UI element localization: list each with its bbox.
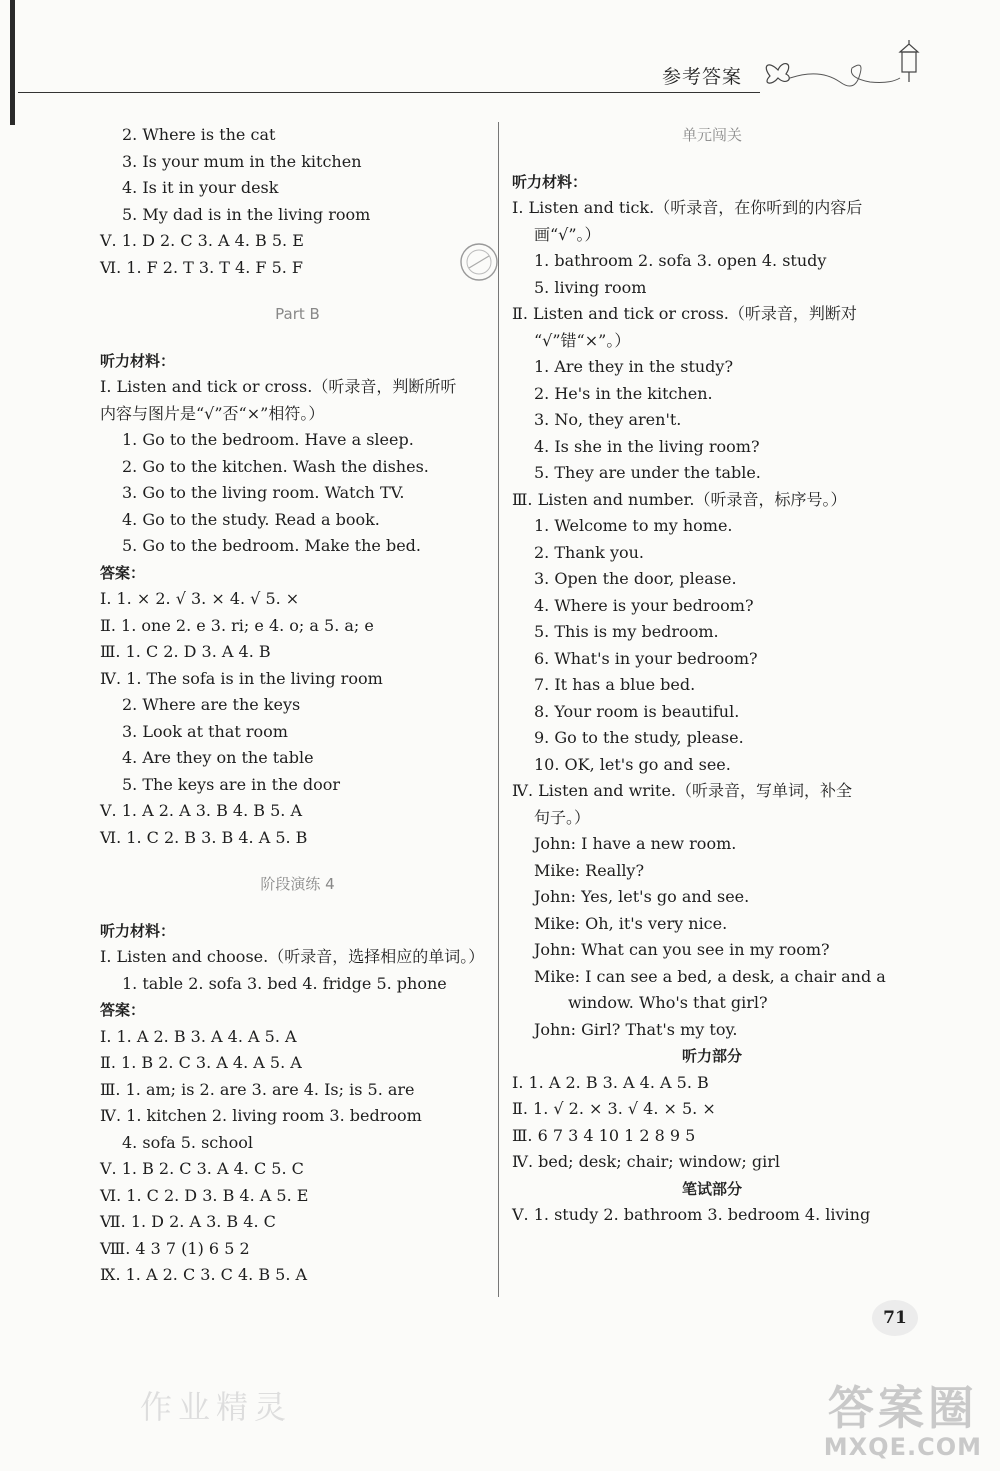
text-line: 4. Are they on the table bbox=[122, 748, 314, 767]
text-line: 1. bathroom 2. sofa 3. open 4. study bbox=[534, 251, 827, 270]
text-line: Ⅰ. Listen and tick or cross.（听录音，判断所听 bbox=[100, 377, 457, 396]
text-line: 2. Go to the kitchen. Wash the dishes. bbox=[122, 456, 429, 476]
text-line: 5. This is my bedroom. bbox=[534, 622, 719, 641]
section-label: 答案： bbox=[100, 563, 146, 582]
section-heading: 听力部分 bbox=[681, 1047, 742, 1065]
text-line: Ⅴ. 1. A 2. A 3. B 4. B 5. A bbox=[100, 801, 303, 820]
text-line: Ⅳ. 1. The sofa is in the living room bbox=[100, 668, 383, 688]
faint-watermark: 作业精灵 bbox=[140, 1388, 293, 1426]
text-line: 画“√”。） bbox=[534, 224, 601, 244]
text-line: Ⅱ. 1. √ 2. × 3. √ 4. × 5. × bbox=[512, 1099, 716, 1118]
text-line: Mike: Oh, it's very nice. bbox=[534, 913, 728, 933]
text-line: Ⅴ. 1. B 2. C 3. A 4. C 5. C bbox=[100, 1159, 304, 1178]
text-line: Ⅲ. 1. C 2. D 3. A 4. B bbox=[100, 642, 271, 661]
section-heading: 单元闯关 bbox=[681, 126, 742, 144]
text-line: Ⅵ. 1. C 2. D 3. B 4. A 5. E bbox=[100, 1185, 309, 1205]
text-line: 6. What's in your bedroom? bbox=[534, 648, 758, 668]
text-line: Ⅱ. 1. B 2. C 3. A 4. A 5. A bbox=[100, 1053, 302, 1072]
right-column bbox=[512, 122, 912, 1229]
text-line: 2. Where is the cat bbox=[122, 125, 276, 144]
text-line: Mike: Really? bbox=[534, 860, 645, 880]
section-label: 听力材料： bbox=[100, 921, 176, 940]
text-line: 内容与图片是“√”否“×”相符。） bbox=[100, 403, 325, 423]
text-line: Ⅳ. Listen and write.（听录音，写单词，补全 bbox=[512, 781, 853, 800]
text-line: 2. Thank you. bbox=[534, 542, 645, 562]
text-line: Ⅲ. 6 7 3 4 10 1 2 8 9 5 bbox=[512, 1125, 696, 1145]
text-line: “√”错“×”。） bbox=[534, 330, 631, 350]
text-line: Ⅰ. 1. A 2. B 3. A 4. A 5. B bbox=[512, 1072, 709, 1092]
text-line: Ⅵ. 1. F 2. T 3. T 4. F 5. F bbox=[100, 257, 304, 277]
text-line: Ⅴ. 1. D 2. C 3. A 4. B 5. E bbox=[100, 231, 304, 250]
text-line: 3. Is your mum in the kitchen bbox=[122, 151, 362, 171]
section-label: 听力材料： bbox=[100, 351, 176, 370]
text-line: 5. My dad is in the living room bbox=[122, 204, 371, 224]
text-line: Ⅳ. 1. kitchen 2. living room 3. bedroom bbox=[100, 1106, 422, 1125]
text-line: 5. They are under the table. bbox=[534, 463, 761, 482]
text-line: 3. No, they aren't. bbox=[534, 410, 682, 429]
text-line: Ⅰ. 1. × 2. √ 3. × 4. √ 5. × bbox=[100, 589, 300, 608]
spacer bbox=[100, 898, 495, 918]
text-line: 5. The keys are in the door bbox=[122, 774, 341, 794]
section-heading: Part B bbox=[275, 305, 320, 323]
text-line: Ⅶ. 1. D 2. A 3. B 4. C bbox=[100, 1212, 276, 1231]
page-number: 71 bbox=[872, 1300, 918, 1336]
text-line: 1. Welcome to my home. bbox=[534, 516, 733, 535]
stamp-decoration-icon bbox=[455, 238, 503, 286]
text-line: Ⅴ. 1. study 2. bathroom 3. bedroom 4. living bbox=[512, 1205, 871, 1224]
text-line: Ⅱ. Listen and tick or cross.（听录音，判断对 bbox=[512, 304, 857, 323]
spacer bbox=[100, 328, 495, 348]
spacer bbox=[512, 149, 912, 169]
section-label: 答案： bbox=[100, 1001, 146, 1019]
section-heading: 阶段演练 4 bbox=[260, 875, 335, 893]
spacer bbox=[100, 851, 495, 871]
text-line: Ⅸ. 1. A 2. C 3. C 4. B 5. A bbox=[100, 1265, 308, 1284]
text-line: Ⅰ. Listen and choose.（听录音，选择相应的单词。） bbox=[100, 947, 485, 966]
text-line: John: What can you see in my room? bbox=[534, 940, 830, 959]
text-line: Ⅷ. 4 3 7 (1) 6 5 2 bbox=[100, 1238, 250, 1258]
text-line: Mike: I can see a bed, a desk, a chair and a bbox=[534, 966, 886, 986]
text-line: 4. Is it in your desk bbox=[122, 178, 279, 197]
text-line: 5. Go to the bedroom. Make the bed. bbox=[122, 536, 421, 555]
butterfly-lantern-decoration-icon bbox=[760, 38, 930, 98]
watermark-url: MXQE.COM bbox=[823, 1433, 982, 1461]
text-line: Ⅰ. Listen and tick.（听录音，在你听到的内容后 bbox=[512, 198, 863, 217]
section-heading: 笔试部分 bbox=[681, 1179, 742, 1198]
text-line: 4. sofa 5. school bbox=[122, 1132, 253, 1152]
binding-edge bbox=[10, 0, 15, 125]
text-line: 2. He's in the kitchen. bbox=[534, 383, 713, 403]
text-line: Ⅰ. 1. A 2. B 3. A 4. A 5. A bbox=[100, 1026, 297, 1046]
text-line: 5. living room bbox=[534, 277, 647, 297]
section-label: 听力材料： bbox=[512, 172, 588, 191]
text-line: 3. Open the door, please. bbox=[534, 569, 737, 588]
text-line: 1. table 2. sofa 3. bed 4. fridge 5. phone bbox=[122, 973, 447, 993]
text-line: Ⅲ. Listen and number.（听录音，标序号。） bbox=[512, 489, 847, 509]
text-line: 7. It has a blue bed. bbox=[534, 675, 696, 694]
text-line: 4. Go to the study. Read a book. bbox=[122, 509, 380, 529]
text-line: 10. OK, let's go and see. bbox=[534, 754, 731, 774]
text-line: Ⅳ. bed; desk; chair; window; girl bbox=[512, 1152, 781, 1171]
column-divider bbox=[498, 122, 499, 1297]
text-line: 3. Look at that room bbox=[122, 721, 288, 741]
text-line: Ⅱ. 1. one 2. e 3. ri; e 4. o; a 5. a; e bbox=[100, 615, 374, 635]
site-watermark bbox=[824, 1383, 982, 1461]
text-line: 1. Are they in the study? bbox=[534, 357, 734, 376]
text-line: John: Girl? That's my toy. bbox=[534, 1019, 738, 1039]
spacer bbox=[100, 281, 495, 301]
watermark-logo-text: 答案圈 bbox=[827, 1381, 978, 1435]
text-line: 2. Where are the keys bbox=[122, 695, 301, 714]
text-line: John: I have a new room. bbox=[534, 834, 737, 853]
page-header-title: 参考答案 bbox=[662, 66, 743, 88]
text-line: 1. Go to the bedroom. Have a sleep. bbox=[122, 430, 414, 449]
text-line: 4. Is she in the living room? bbox=[534, 436, 760, 456]
text-line: 3. Go to the living room. Watch TV. bbox=[122, 483, 405, 502]
text-line: 句子。） bbox=[534, 807, 591, 827]
left-column bbox=[100, 122, 495, 1289]
text-line: Ⅲ. 1. am; is 2. are 3. are 4. Is; is 5. are bbox=[100, 1079, 415, 1099]
text-line: John: Yes, let's go and see. bbox=[534, 887, 750, 906]
text-line: Ⅵ. 1. C 2. B 3. B 4. A 5. B bbox=[100, 827, 308, 847]
text-line: 8. Your room is beautiful. bbox=[534, 701, 740, 721]
header-rule bbox=[18, 92, 760, 93]
text-line: window. Who's that girl? bbox=[568, 993, 768, 1012]
text-line: 9. Go to the study, please. bbox=[534, 728, 744, 747]
text-line: 4. Where is your bedroom? bbox=[534, 595, 754, 615]
